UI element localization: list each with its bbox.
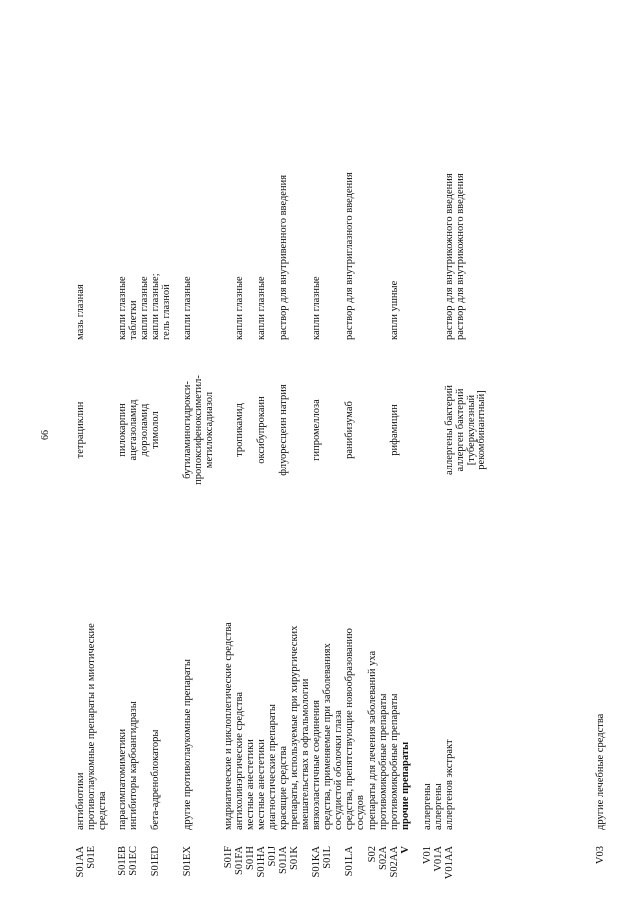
group-name: прочие препараты	[400, 741, 411, 830]
atc-code: S01LA	[344, 846, 355, 877]
group-name: противомикробные препараты	[378, 693, 389, 830]
atc-code: V01	[422, 846, 433, 865]
group-name: мидриатические и циклоплегические средства	[223, 622, 234, 830]
dosage-form: мазь глазная	[75, 284, 86, 340]
atc-code: S01FA	[234, 846, 245, 875]
atc-code: S01ED	[150, 846, 161, 877]
drug-name: тетрациклин	[75, 401, 86, 459]
atc-code: S01EX	[182, 846, 193, 877]
drug-table	[76, 80, 636, 880]
drug-name: рифамицин	[389, 404, 400, 456]
group-name: местные анестетики	[256, 739, 267, 830]
atc-code: V	[400, 846, 411, 854]
group-name: антибиотики	[75, 772, 86, 830]
atc-code: S01H	[245, 846, 256, 870]
drug-name: аллергены бактерий аллерген бактерий [туберкулезный рекомбинантный]	[444, 385, 488, 475]
atc-code: S01J	[267, 846, 278, 867]
group-name: противомикробные препараты	[389, 693, 400, 830]
dosage-form: капли глазные	[234, 276, 245, 340]
group-name: диагностические препараты	[267, 704, 278, 830]
dosage-form: таблетки капли глазные	[128, 276, 150, 340]
drug-name: оксибупрокаин	[256, 396, 267, 464]
dosage-form: капли глазные	[256, 276, 267, 340]
atc-code: S02	[367, 846, 378, 863]
group-name: препараты, используемые при хирургических вмешательствах в офтальмологии	[289, 625, 311, 830]
group-name: препараты для лечения заболеваний уха	[367, 650, 378, 830]
group-name: другие противоглаукомные препараты	[182, 659, 193, 830]
group-name: ингибиторы карбоангидразы	[128, 701, 139, 830]
group-name: антихолинэргические средства	[234, 692, 245, 830]
group-name: красящие средства	[278, 746, 289, 830]
atc-code: S02AA	[389, 846, 400, 878]
drug-name: гипромеллоза	[311, 399, 322, 461]
dosage-form: раствор для внутриглазного введения	[344, 172, 355, 340]
drug-name: ранибизумаб	[344, 401, 355, 459]
group-name: парасимпатомиметики	[117, 728, 128, 830]
group-name: бета-адреноблокаторы	[150, 729, 161, 830]
dosage-form: раствор для внутрикожного введения раствор для внутрикожного введения	[444, 173, 466, 340]
atc-code: S01E	[86, 846, 97, 869]
page-number: 66	[40, 430, 51, 440]
group-name: противоглаукомные препараты и миотические средства	[86, 623, 108, 830]
atc-code: S02A	[378, 846, 389, 870]
atc-code: S01KA	[311, 846, 322, 878]
dosage-form: капли глазные; гель глазной	[150, 273, 172, 340]
group-name: аллергены	[433, 783, 444, 830]
group-name: другие лечебные средства	[595, 713, 606, 830]
group-name: аллергены	[422, 783, 433, 830]
dosage-form: раствор для внутривенного введения	[278, 174, 289, 340]
atc-code: S01HA	[256, 846, 267, 878]
group-name: местные анестетики	[245, 739, 256, 830]
atc-code: S01K	[289, 846, 300, 870]
atc-code: S01AA	[75, 846, 86, 878]
group-name: средства, применяемые при заболеваниях сосудистой оболочки глаза	[322, 643, 344, 830]
drug-name: тропикамид	[234, 403, 245, 457]
atc-code: V03	[595, 846, 606, 865]
atc-code: S01EC	[128, 846, 139, 876]
atc-code: S01EB	[117, 846, 128, 876]
drug-name: тимолол	[150, 411, 161, 449]
dosage-form: капли глазные	[117, 276, 128, 340]
atc-code: V01A	[433, 846, 444, 872]
group-name: аллергенов экстракт	[444, 739, 455, 830]
atc-code: V01AA	[444, 846, 455, 880]
atc-code: S01L	[322, 846, 333, 869]
atc-code: S01F	[223, 846, 234, 869]
group-name: средства, препятствующие новообразованию сосудов	[344, 628, 366, 830]
atc-code: S01JA	[278, 846, 289, 875]
group-name: вязкоэластичные соединения	[311, 700, 322, 830]
dosage-form: капли глазные	[182, 276, 193, 340]
drug-name: пилокарпин	[117, 403, 128, 457]
dosage-form: капли глазные	[311, 276, 322, 340]
dosage-form: капли ушные	[389, 280, 400, 340]
drug-name: ацетазоламид дорзоламид	[128, 399, 150, 461]
drug-name: флуоресцеин натрия	[278, 384, 289, 476]
drug-name: бутиламиногидрокси- пропоксифеноксиметил- метилоксадиазол	[182, 375, 215, 485]
